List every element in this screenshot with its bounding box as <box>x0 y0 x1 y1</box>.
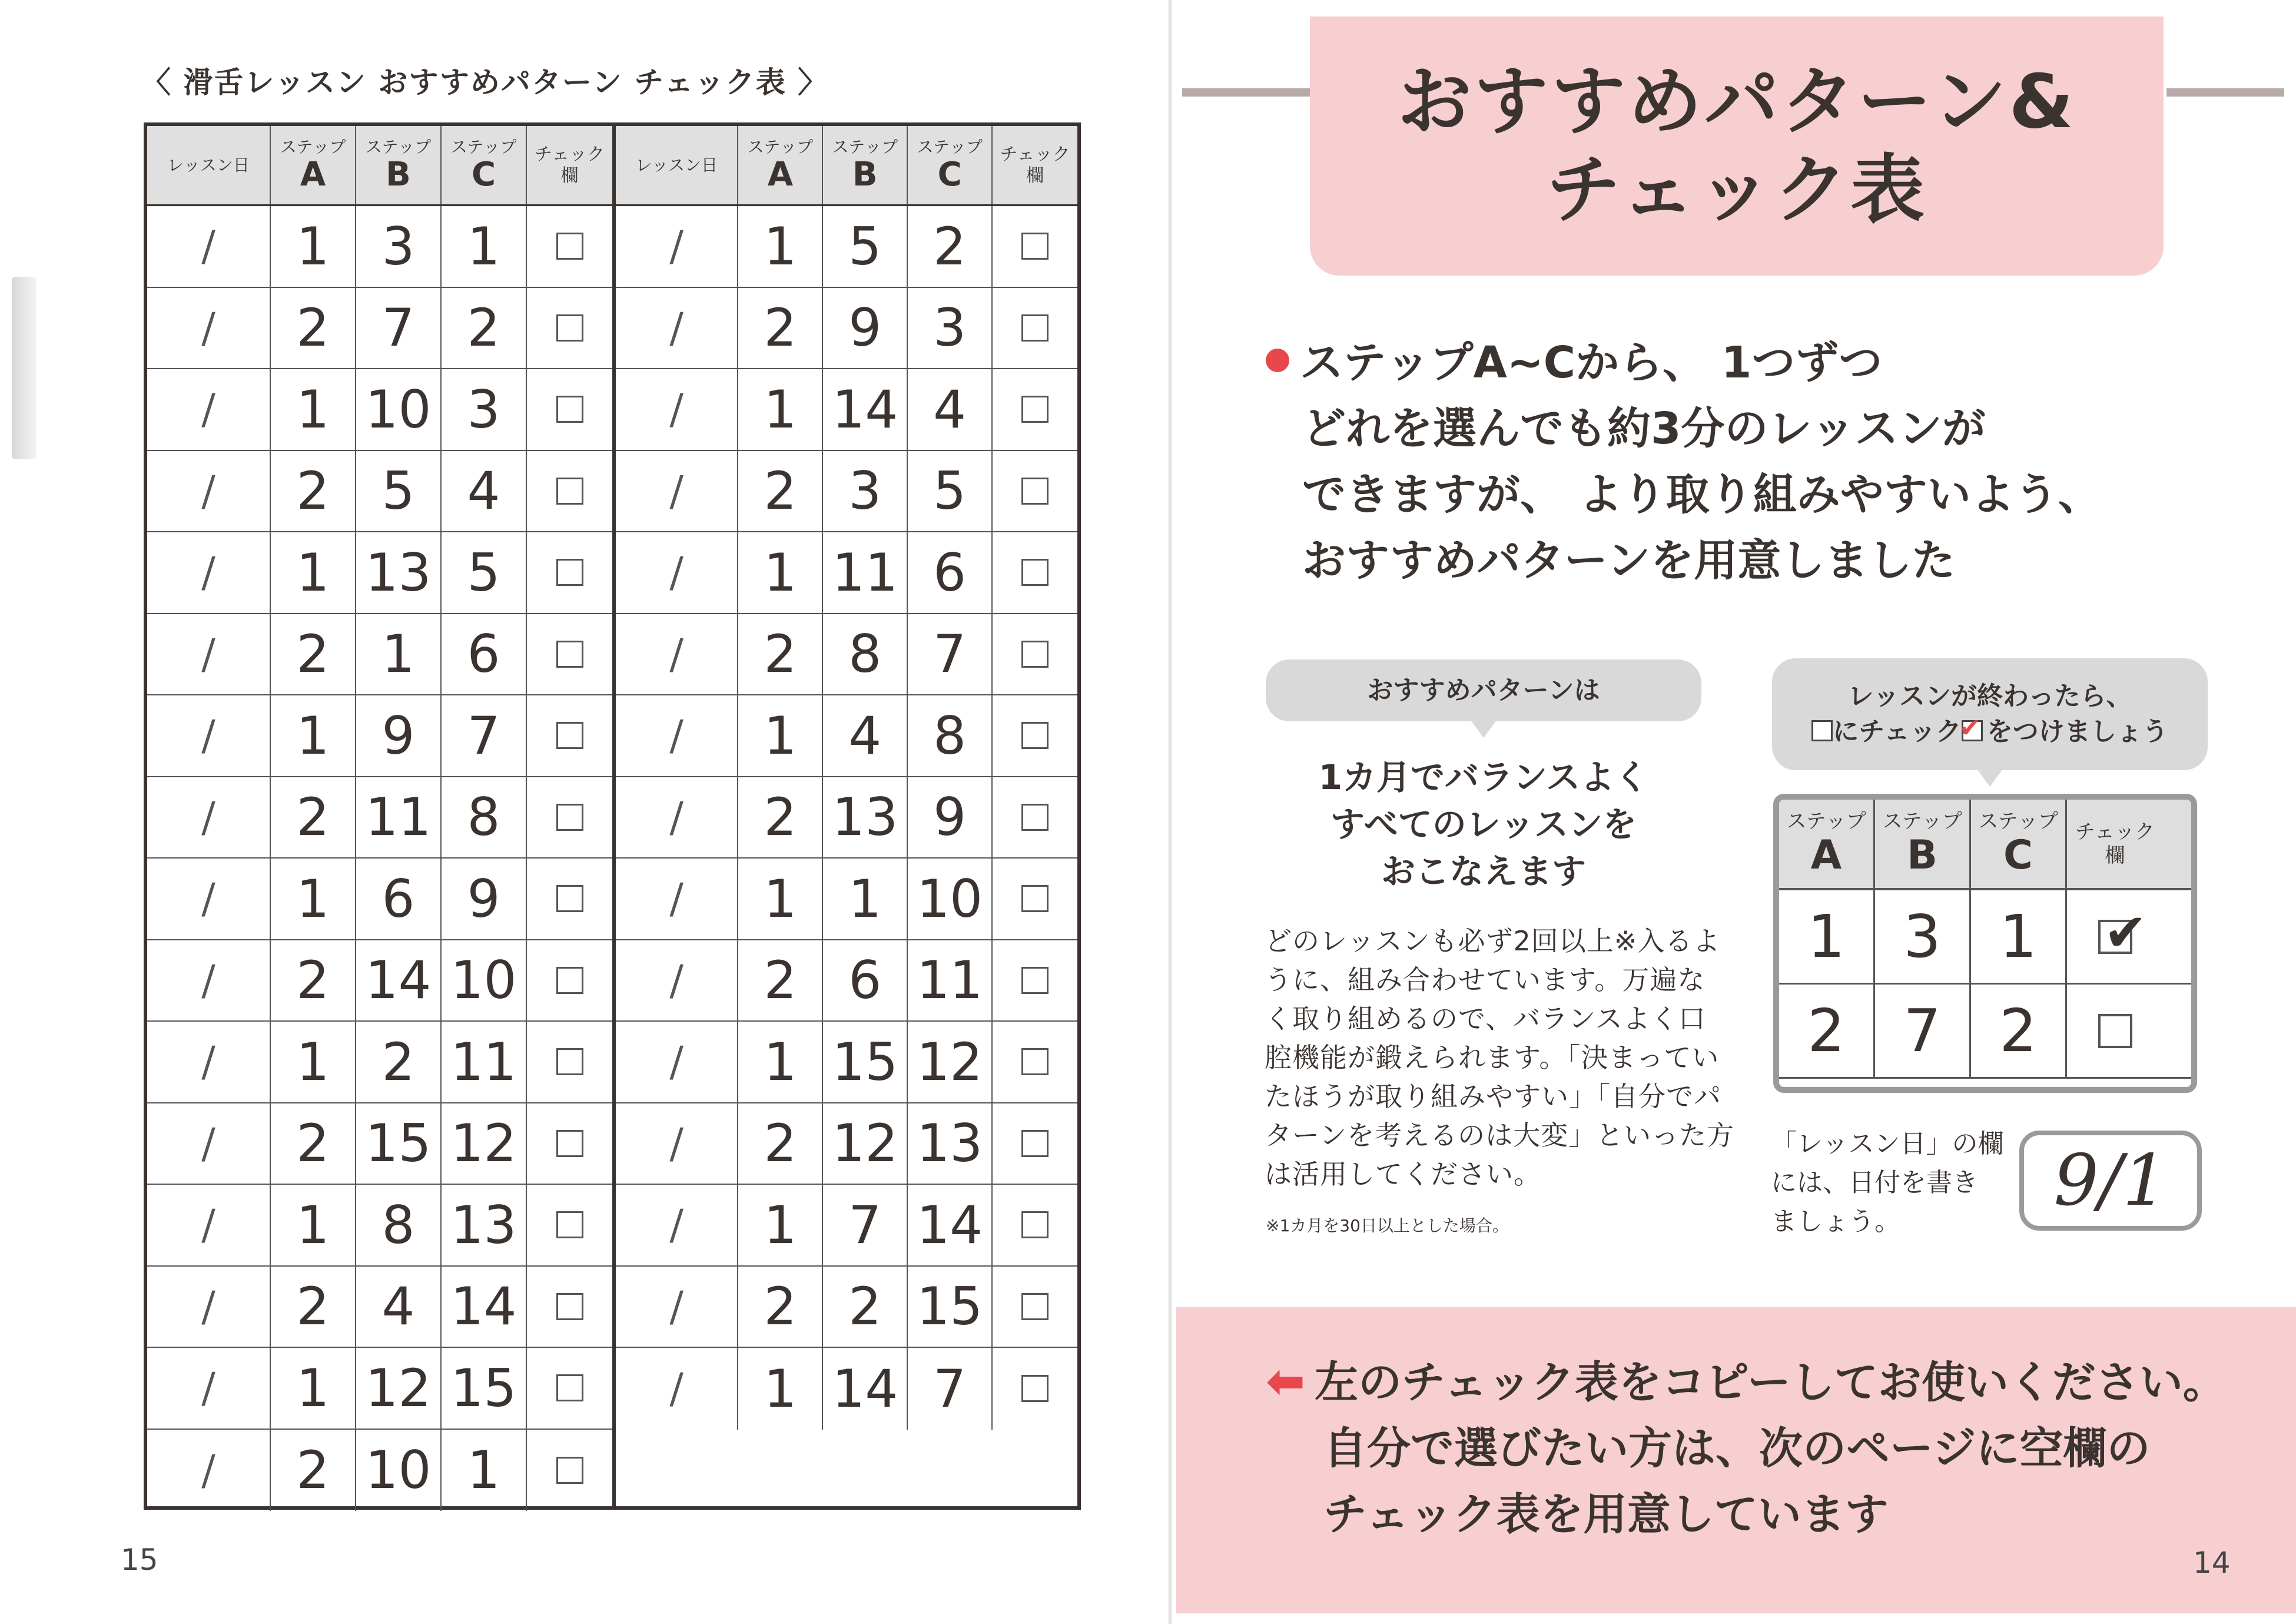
step-a-cell: 2 <box>738 614 823 695</box>
lesson-date-cell[interactable]: / <box>147 1430 271 1512</box>
lesson-date-cell[interactable]: / <box>147 1348 271 1429</box>
page-number-right: 14 <box>2193 1546 2231 1580</box>
table-row <box>616 940 1077 1022</box>
step-b-cell: 8 <box>823 614 908 695</box>
step-a-cell: 2 <box>271 451 356 532</box>
checkbox[interactable] <box>1021 1211 1049 1238</box>
step-b-cell: 11 <box>823 532 908 613</box>
lesson-date-cell[interactable]: / <box>147 777 271 858</box>
lesson-date-cell[interactable]: / <box>147 532 271 613</box>
checkbox[interactable] <box>556 722 583 749</box>
check-mark-icon: ✔ <box>2103 902 2148 963</box>
step-b-cell: 4 <box>823 695 908 776</box>
step-b-cell: 15 <box>356 1103 442 1184</box>
check-table-right-half <box>612 126 1077 1506</box>
checked-checkbox[interactable] <box>2098 902 2148 963</box>
checkbox[interactable] <box>1021 641 1049 668</box>
page-number-left: 15 <box>121 1543 158 1577</box>
checkbox[interactable] <box>556 1374 583 1401</box>
checkbox[interactable] <box>1021 1130 1049 1157</box>
checkbox[interactable] <box>1021 396 1049 423</box>
table-row <box>616 859 1077 940</box>
step-a-cell: 2 <box>738 777 823 858</box>
sample-table-header <box>1779 800 2191 890</box>
table-row <box>616 1022 1077 1103</box>
lesson-date-cell[interactable]: / <box>616 1103 738 1184</box>
step-a-cell: 2 <box>738 1103 823 1184</box>
step-a-cell: 1 <box>271 859 356 939</box>
check-mark-icon: ✔ <box>1959 713 1981 743</box>
header-check: チェック 欄 <box>534 144 605 186</box>
checkbox[interactable] <box>556 559 583 586</box>
lesson-date-cell[interactable]: / <box>147 859 271 939</box>
step-a-cell: 2 <box>738 288 823 369</box>
table-header <box>616 126 1077 206</box>
step-a-cell: 2 <box>271 288 356 369</box>
step-b-cell: 15 <box>823 1022 908 1102</box>
step-b-cell: 1 <box>356 614 442 695</box>
header-step-b: ステップ B <box>356 126 442 204</box>
step-b-cell: 8 <box>356 1185 442 1265</box>
checkbox[interactable] <box>1021 233 1049 260</box>
checkbox[interactable] <box>556 314 583 342</box>
step-b-cell: 3 <box>823 451 908 532</box>
lesson-date-cell[interactable]: / <box>616 451 738 532</box>
sample-header-c: ステップ C <box>1971 800 2067 888</box>
lesson-date-cell[interactable]: / <box>616 288 738 369</box>
sample-row: 1 3 1 ✔ <box>1779 890 2191 985</box>
step-b-cell: 10 <box>356 369 442 450</box>
checkbox[interactable] <box>1021 722 1049 749</box>
step-c-cell: 6 <box>442 614 527 695</box>
step-a-cell: 2 <box>738 940 823 1021</box>
table-row <box>147 206 612 288</box>
table-row <box>147 1185 612 1267</box>
lesson-date-cell[interactable]: / <box>147 1022 271 1102</box>
sample-header-a: ステップ A <box>1779 800 1875 888</box>
step-a-cell: 1 <box>271 532 356 613</box>
table-row <box>616 532 1077 614</box>
checkbox[interactable] <box>556 396 583 423</box>
step-b-cell: 11 <box>356 777 442 858</box>
table-row <box>147 288 612 370</box>
table-header <box>147 126 612 206</box>
checkbox[interactable] <box>556 1130 583 1157</box>
step-a-cell: 1 <box>738 695 823 776</box>
bottom-note-text <box>1266 1348 2267 1547</box>
check-instruction-bubble <box>1772 658 2208 770</box>
sample-header-check: チェック 欄 <box>2075 820 2155 867</box>
step-c-cell: 11 <box>442 1022 527 1102</box>
lesson-date-cell[interactable]: / <box>147 369 271 450</box>
lesson-date-cell[interactable]: / <box>616 777 738 858</box>
header-step-c: ステップ C <box>908 126 993 204</box>
lesson-date-cell[interactable]: / <box>147 695 271 776</box>
step-c-cell: 7 <box>442 695 527 776</box>
step-b-cell: 1 <box>823 859 908 939</box>
step-a-cell: 2 <box>738 1267 823 1347</box>
step-c-cell: 2 <box>908 206 993 287</box>
table-row <box>147 1022 612 1103</box>
step-b-cell: 5 <box>823 206 908 287</box>
page-title-box <box>1310 16 2164 276</box>
checkbox[interactable] <box>1021 1375 1049 1402</box>
step-a-cell: 1 <box>738 1348 823 1430</box>
checkbox[interactable] <box>556 478 583 505</box>
bottom-note-line-1: ⬅ 左のチェック表をコピーしてお使いください。 <box>1266 1354 2227 1408</box>
step-a-cell: 1 <box>738 1185 823 1265</box>
checkbox[interactable] <box>1021 559 1049 586</box>
step-c-cell: 13 <box>442 1185 527 1265</box>
lesson-date-cell[interactable]: / <box>616 614 738 695</box>
checkbox[interactable] <box>1021 478 1049 505</box>
explanation-text: どのレッスンも必ず2回以上※入るよ うに、組み合わせています。万遍な く取り組めるので、バランスよく口 腔機能が鍛えられます。「決まってい たほうが取り組みやすい」「自分でパ ターンを考えるのは大変」といった方 は活用してください。 <box>1265 925 1735 1190</box>
step-c-cell: 8 <box>908 695 993 776</box>
table-row <box>147 1348 612 1430</box>
step-b-cell: 9 <box>823 288 908 369</box>
step-c-cell: 10 <box>908 859 993 939</box>
header-lesson-date: レッスン日 <box>147 126 271 204</box>
table-row <box>616 1185 1077 1267</box>
checkbox[interactable] <box>1021 967 1049 994</box>
step-b-cell: 2 <box>823 1267 908 1347</box>
checkbox[interactable] <box>556 1293 583 1320</box>
header-step-a: ステップ A <box>738 126 823 204</box>
step-b-cell: 7 <box>356 288 442 369</box>
step-c-cell: 12 <box>442 1103 527 1184</box>
lesson-date-cell[interactable]: / <box>147 614 271 695</box>
step-c-cell: 8 <box>442 777 527 858</box>
table-row <box>147 451 612 533</box>
checkbox[interactable] <box>556 1457 583 1484</box>
table-row <box>616 369 1077 451</box>
step-c-cell: 14 <box>908 1185 993 1265</box>
step-c-cell: 15 <box>442 1348 527 1429</box>
table-row <box>616 451 1077 533</box>
step-c-cell: 14 <box>442 1267 527 1347</box>
checkbox-icon <box>1811 720 1833 741</box>
step-c-cell: 1 <box>442 1430 527 1512</box>
lesson-date-cell[interactable]: / <box>616 1022 738 1102</box>
lesson-date-cell[interactable]: / <box>147 1267 271 1347</box>
table-row <box>147 777 612 859</box>
step-b-cell: 14 <box>356 940 442 1021</box>
check-table-title: 〈 滑舌レッスン おすすめパターン チェック表 〉 <box>141 65 829 100</box>
checkbox[interactable] <box>556 885 583 912</box>
intro-text <box>1266 330 2237 594</box>
table-row <box>616 1348 1077 1430</box>
checkbox[interactable] <box>1021 804 1049 831</box>
step-b-cell: 14 <box>823 1348 908 1430</box>
step-a-cell: 1 <box>271 695 356 776</box>
lesson-date-cell[interactable]: / <box>147 1103 271 1184</box>
table-row <box>147 614 612 696</box>
step-b-cell: 9 <box>356 695 442 776</box>
lesson-date-cell[interactable]: / <box>616 206 738 287</box>
table-row <box>616 695 1077 777</box>
step-a-cell: 2 <box>271 1103 356 1184</box>
header-step-a: ステップ A <box>271 126 356 204</box>
checkbox[interactable] <box>556 641 583 668</box>
table-row <box>616 288 1077 370</box>
step-b-cell: 7 <box>823 1185 908 1265</box>
step-b-cell: 6 <box>823 940 908 1021</box>
title-rule-right <box>2166 88 2284 97</box>
step-b-cell: 12 <box>356 1348 442 1429</box>
step-c-cell: 10 <box>442 940 527 1021</box>
step-c-cell: 11 <box>908 940 993 1021</box>
page-edge-shadow <box>12 277 37 459</box>
intro-line-1: ステップA~Cから、 1つずつ <box>1266 330 2237 396</box>
header-lesson-date: レッスン日 <box>616 126 738 204</box>
date-example: 9/1 <box>2019 1131 2202 1231</box>
step-c-cell: 1 <box>442 206 527 287</box>
sample-table <box>1773 794 2197 1093</box>
intro-line-2: どれを選んでも約3分のレッスンが <box>1302 403 1986 454</box>
table-row <box>147 859 612 940</box>
step-a-cell: 1 <box>271 206 356 287</box>
step-a-cell: 1 <box>738 369 823 450</box>
title-rule-left <box>1182 88 1312 97</box>
checkbox[interactable] <box>556 967 583 994</box>
table-row <box>616 614 1077 696</box>
step-a-cell: 1 <box>738 859 823 939</box>
checkbox[interactable] <box>1021 885 1049 912</box>
checkbox[interactable] <box>556 804 583 831</box>
lesson-date-cell[interactable]: / <box>147 288 271 369</box>
arrow-left-icon: ⬅ <box>1266 1354 1306 1408</box>
lesson-date-cell[interactable]: / <box>147 206 271 287</box>
table-row <box>616 1103 1077 1185</box>
step-a-cell: 1 <box>271 369 356 450</box>
recommended-pattern-bubble: おすすめパターンは <box>1266 659 1701 721</box>
step-a-cell: 1 <box>738 1022 823 1102</box>
table-row <box>147 532 612 614</box>
lesson-date-cell[interactable]: / <box>147 451 271 532</box>
intro-line-4: おすすめパターンを用意しました <box>1302 535 1956 586</box>
step-c-cell: 3 <box>908 288 993 369</box>
page-title-line-2: チェック表 <box>1546 147 1927 233</box>
step-b-cell: 13 <box>823 777 908 858</box>
table-row <box>147 1430 612 1512</box>
check-table <box>144 122 1081 1510</box>
step-a-cell: 1 <box>271 1348 356 1429</box>
step-c-cell: 9 <box>442 859 527 939</box>
step-b-cell: 12 <box>823 1103 908 1184</box>
step-b-cell: 3 <box>356 206 442 287</box>
step-c-cell: 4 <box>908 369 993 450</box>
table-row <box>147 369 612 451</box>
bullet-icon <box>1266 349 1289 372</box>
step-c-cell: 5 <box>908 451 993 532</box>
check-instruction-line-1: レッスンが終わったら、 <box>1847 681 2132 711</box>
step-a-cell: 1 <box>271 1022 356 1102</box>
step-c-cell: 15 <box>908 1267 993 1347</box>
footnote: ※1カ月を30日以上とした場合。 <box>1266 1216 1509 1235</box>
table-row <box>616 1267 1077 1348</box>
header-step-b: ステップ B <box>823 126 908 204</box>
step-a-cell: 2 <box>271 940 356 1021</box>
step-c-cell: 4 <box>442 451 527 532</box>
lesson-date-cell[interactable]: / <box>147 940 271 1021</box>
lesson-date-cell[interactable]: / <box>616 1267 738 1347</box>
step-a-cell: 2 <box>271 777 356 858</box>
step-c-cell: 12 <box>908 1022 993 1102</box>
table-row <box>616 206 1077 288</box>
lesson-date-cell[interactable]: / <box>147 1185 271 1265</box>
step-a-cell: 1 <box>738 532 823 613</box>
bottom-note-line-3: チェック表を用意しています <box>1323 1489 1889 1540</box>
sample-row: 2 7 2 <box>1779 985 2191 1079</box>
step-c-cell: 7 <box>908 1348 993 1430</box>
intro-line-3: できますが、 より取り組みやすいよう、 <box>1302 469 2102 520</box>
lesson-date-cell[interactable]: / <box>616 859 738 939</box>
lesson-date-cell[interactable]: / <box>616 695 738 776</box>
step-b-cell: 6 <box>356 859 442 939</box>
step-b-cell: 14 <box>823 369 908 450</box>
check-instruction-line-2: にチェック✔ をつけましょう <box>1811 714 2168 750</box>
step-c-cell: 9 <box>908 777 993 858</box>
lesson-date-cell[interactable]: / <box>616 1185 738 1265</box>
checkbox[interactable] <box>556 233 583 260</box>
step-c-cell: 2 <box>442 288 527 369</box>
checkbox[interactable] <box>1021 1048 1049 1075</box>
table-row <box>147 695 612 777</box>
checkbox[interactable] <box>556 1211 583 1238</box>
bottom-note-line-2: 自分で選びたい方は、次のページに空欄の <box>1323 1423 2151 1474</box>
sample-header-b: ステップ B <box>1875 800 1971 888</box>
step-c-cell: 6 <box>908 532 993 613</box>
page-title-line-1: おすすめパターン& <box>1397 58 2076 145</box>
check-table-left-half <box>147 126 612 1506</box>
step-c-cell: 5 <box>442 532 527 613</box>
step-c-cell: 13 <box>908 1103 993 1184</box>
table-row <box>616 777 1077 859</box>
checkbox[interactable] <box>556 1048 583 1075</box>
header-check: チェック 欄 <box>1000 144 1070 186</box>
checkbox[interactable] <box>2098 1014 2132 1048</box>
step-a-cell: 2 <box>271 1430 356 1512</box>
step-b-cell: 2 <box>356 1022 442 1102</box>
step-b-cell: 10 <box>356 1430 442 1512</box>
step-c-cell: 3 <box>442 369 527 450</box>
date-note: 「レッスン日」の欄 には、日付を書き ましょう。 <box>1771 1129 2004 1237</box>
lesson-date-cell[interactable]: / <box>616 369 738 450</box>
step-c-cell: 7 <box>908 614 993 695</box>
step-b-cell: 4 <box>356 1267 442 1347</box>
balance-heading: 1カ月でバランスよく すべてのレッスンを おこなえます <box>1318 757 1649 891</box>
checkbox[interactable] <box>1021 1293 1049 1320</box>
step-a-cell: 1 <box>271 1185 356 1265</box>
step-a-cell: 2 <box>271 614 356 695</box>
table-row <box>147 1103 612 1185</box>
lesson-date-cell[interactable]: / <box>616 1348 738 1430</box>
checkbox[interactable] <box>1021 314 1049 342</box>
step-b-cell: 13 <box>356 532 442 613</box>
table-row <box>147 1267 612 1348</box>
header-step-c: ステップ C <box>442 126 527 204</box>
lesson-date-cell[interactable]: / <box>616 940 738 1021</box>
step-a-cell: 1 <box>738 206 823 287</box>
step-b-cell: 5 <box>356 451 442 532</box>
step-a-cell: 2 <box>271 1267 356 1347</box>
step-a-cell: 2 <box>738 451 823 532</box>
table-row <box>147 940 612 1022</box>
lesson-date-cell[interactable]: / <box>616 532 738 613</box>
